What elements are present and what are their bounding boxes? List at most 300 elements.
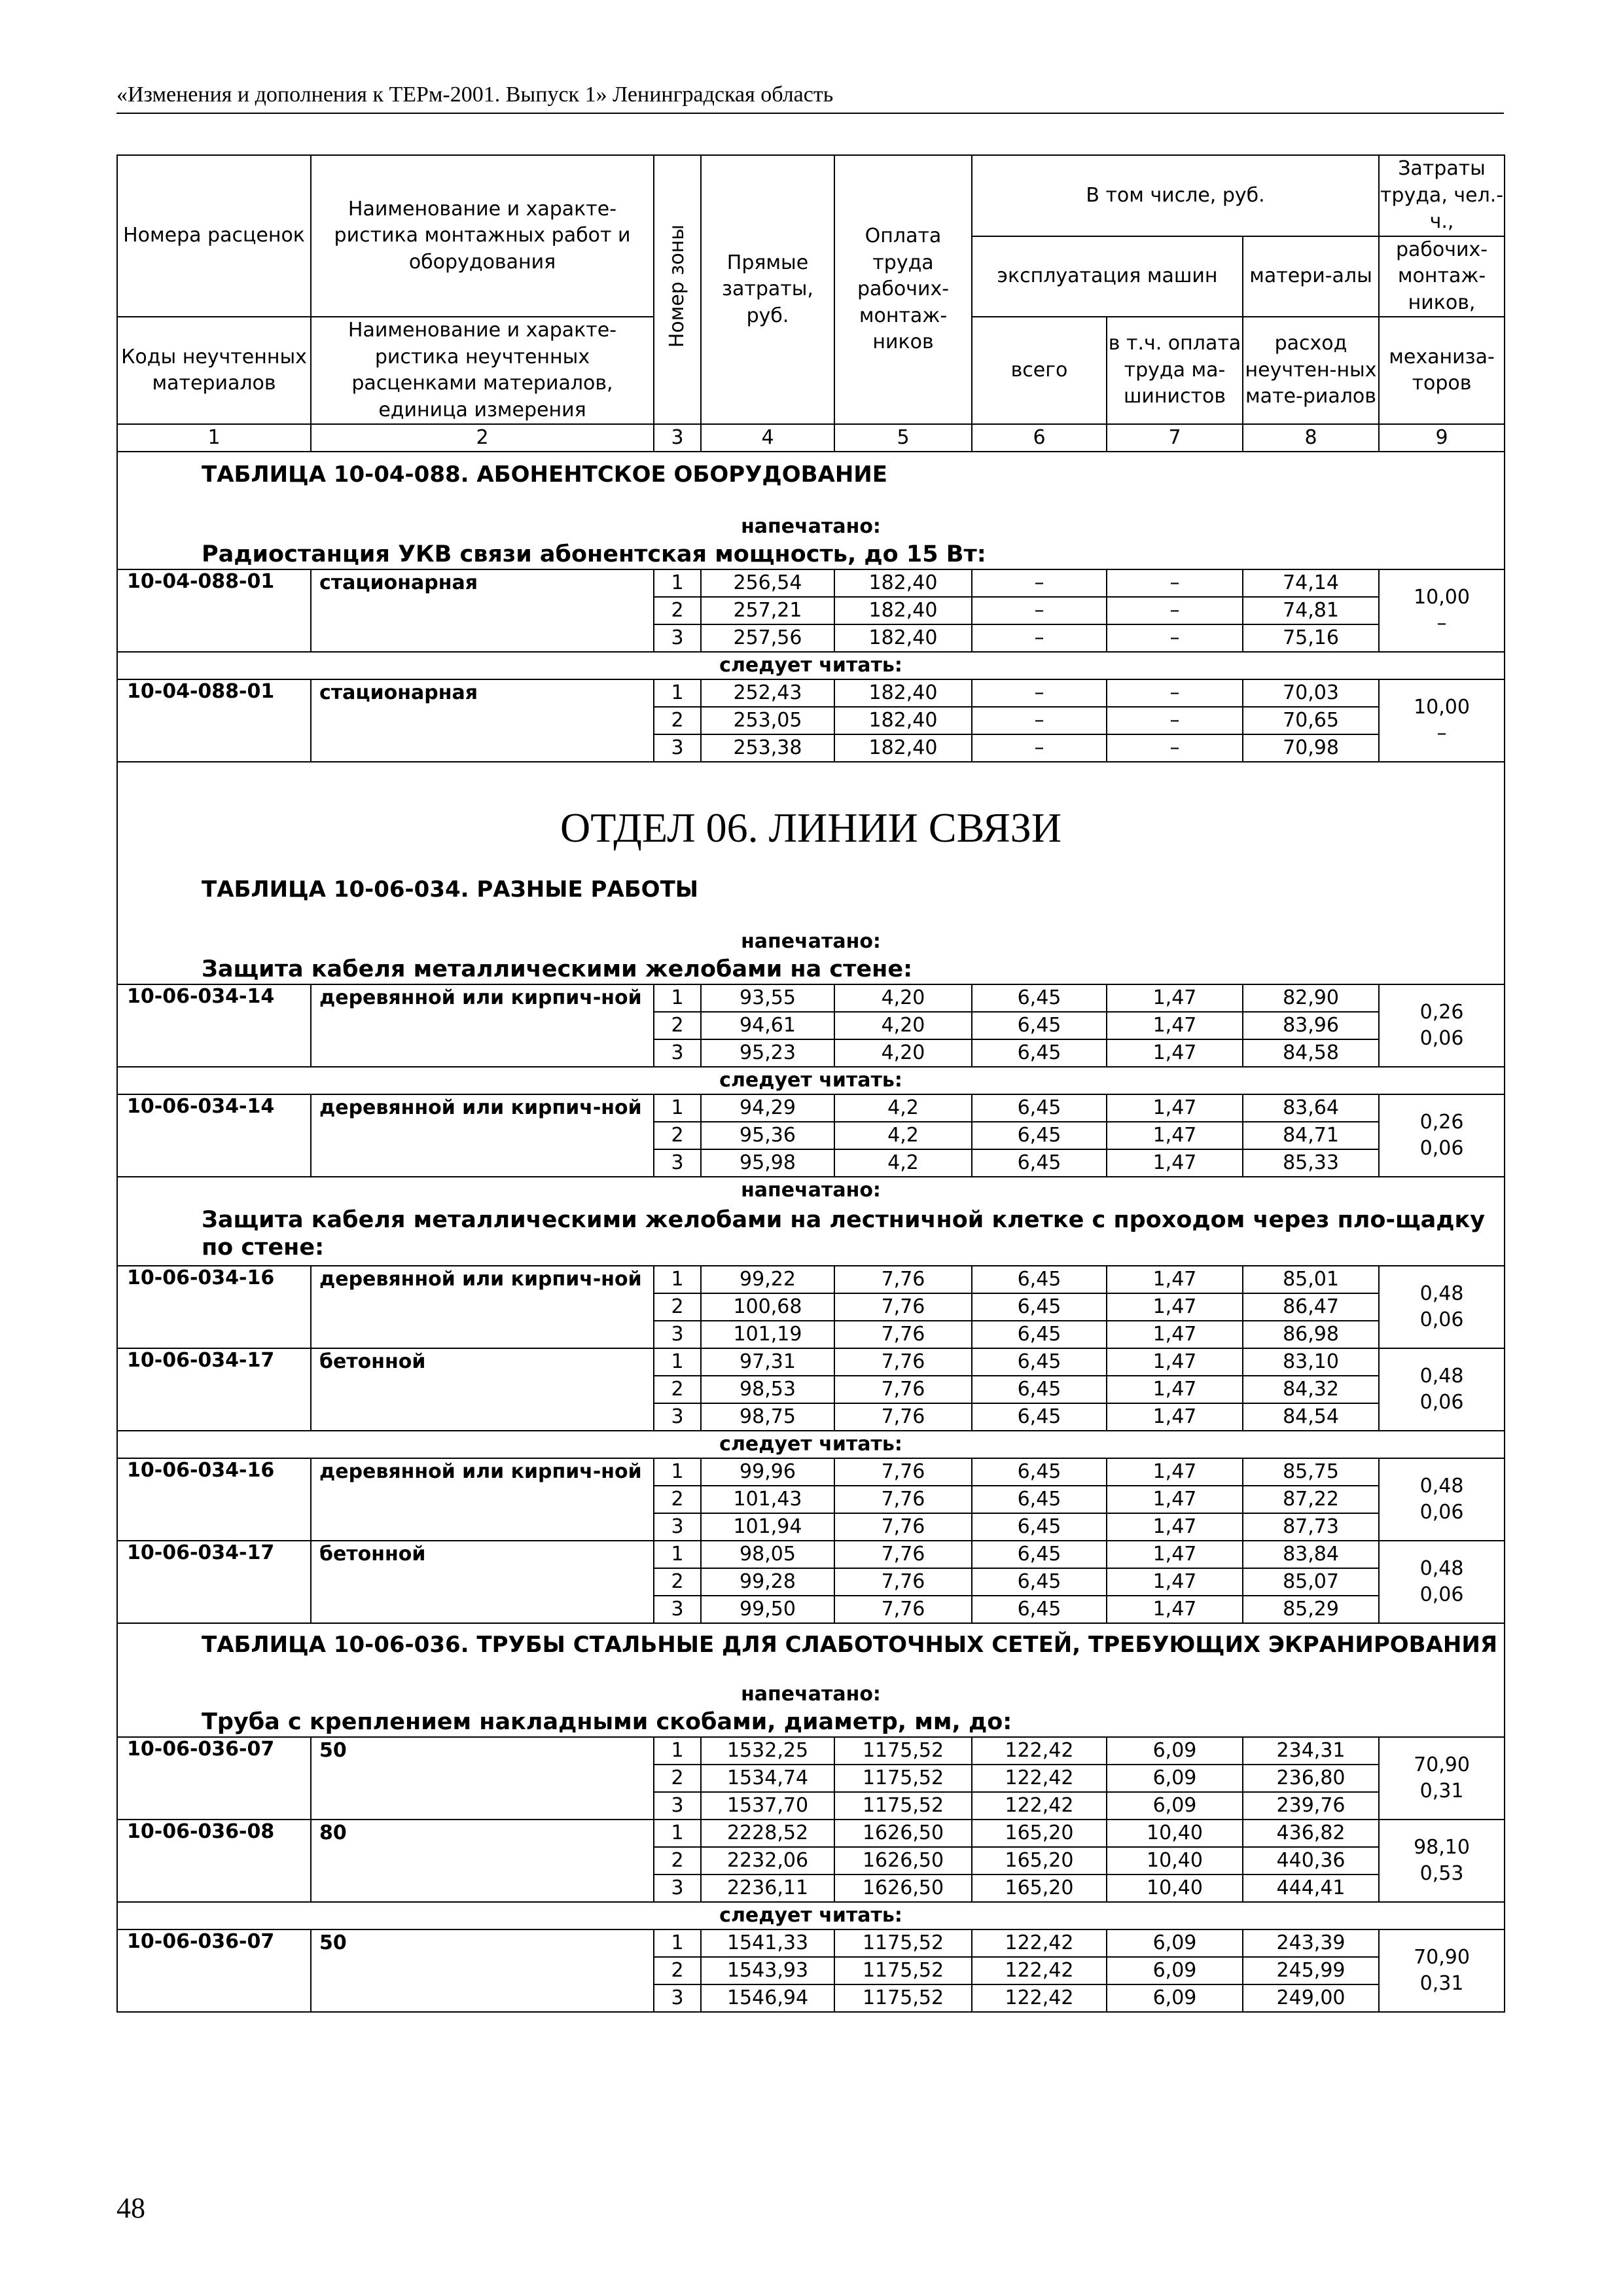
rate-name: стационарная — [311, 569, 654, 652]
direct-costs-value: 93,55 — [701, 984, 834, 1012]
machinist-pay-value: 1,47 — [1107, 1039, 1243, 1067]
machinist-pay-value: 1,47 — [1107, 1541, 1243, 1568]
worker-pay-value: 182,40 — [834, 734, 972, 762]
direct-costs-value: 101,94 — [701, 1513, 834, 1541]
machinist-pay-value: – — [1107, 569, 1243, 597]
printed-label-row — [117, 1177, 1505, 1204]
worker-pay-value: 1175,52 — [834, 1737, 972, 1765]
materials-value: 84,54 — [1243, 1403, 1379, 1431]
column-number: 3 — [654, 424, 701, 452]
labor-machinists-value: – — [1436, 612, 1447, 635]
labor-workers-value: 98,10 — [1414, 1836, 1470, 1859]
zone-number: 2 — [654, 1122, 701, 1149]
worker-pay-value: 7,76 — [834, 1321, 972, 1348]
position-heading: Радиостанция УКВ связи абонентская мощность, до 15 Вт: — [117, 540, 1505, 569]
position-heading-row — [117, 1708, 1505, 1737]
position-heading-row — [117, 1204, 1505, 1266]
machinist-pay-value: 1,47 — [1107, 984, 1243, 1012]
direct-costs-value: 98,05 — [701, 1541, 834, 1568]
table-title-row — [117, 452, 1505, 490]
should-read-label: следует читать: — [117, 1902, 1505, 1929]
materials-value: 236,80 — [1243, 1765, 1379, 1792]
worker-pay-value: 1175,52 — [834, 1929, 972, 1957]
position-heading-row — [117, 540, 1505, 569]
zone-number: 3 — [654, 1792, 701, 1820]
machinist-pay-value: 1,47 — [1107, 1596, 1243, 1623]
zone-number: 2 — [654, 597, 701, 624]
zone-number: 1 — [654, 1094, 701, 1122]
materials-value: 85,29 — [1243, 1596, 1379, 1623]
materials-value: 83,84 — [1243, 1541, 1379, 1568]
printed-label: напечатано: — [117, 905, 1505, 955]
printed-label: напечатано: — [117, 1658, 1505, 1708]
machinist-pay-value: 1,47 — [1107, 1094, 1243, 1122]
materials-value: 70,98 — [1243, 734, 1379, 762]
direct-costs-value: 99,28 — [701, 1568, 834, 1596]
header-zone-number — [654, 155, 701, 424]
zone-number: 2 — [654, 1293, 701, 1321]
labor-cost-cell — [1379, 1348, 1505, 1431]
worker-pay-value: 1626,50 — [834, 1874, 972, 1902]
materials-value: 74,81 — [1243, 597, 1379, 624]
labor-workers-value: 70,90 — [1414, 1946, 1470, 1969]
worker-pay-value: 4,20 — [834, 1039, 972, 1067]
should-read-label: следует читать: — [117, 652, 1505, 679]
should-read-label: следует читать: — [117, 1067, 1505, 1094]
machines-total-value: 6,45 — [972, 1293, 1107, 1321]
column-number: 9 — [1379, 424, 1505, 452]
column-number: 8 — [1243, 424, 1379, 452]
zone-number: 3 — [654, 1149, 701, 1177]
should-read-label-row — [117, 652, 1505, 679]
machines-total-value: 6,45 — [972, 1039, 1107, 1067]
header-work-name: Наименование и характе-ристика монтажных работ и оборудования — [311, 155, 654, 317]
worker-pay-value: 7,76 — [834, 1376, 972, 1403]
machines-total-value: 6,45 — [972, 1266, 1107, 1293]
direct-costs-value: 256,54 — [701, 569, 834, 597]
machinist-pay-value: – — [1107, 679, 1243, 707]
machines-total-value: 165,20 — [972, 1874, 1107, 1902]
materials-value: 70,03 — [1243, 679, 1379, 707]
machinist-pay-value: 10,40 — [1107, 1820, 1243, 1847]
materials-value: 444,41 — [1243, 1874, 1379, 1902]
rate-name: деревянной или кирпич-ной — [311, 1094, 654, 1177]
machinist-pay-value: 1,47 — [1107, 1012, 1243, 1039]
machines-total-value: 6,45 — [972, 1596, 1107, 1623]
worker-pay-value: 7,76 — [834, 1293, 972, 1321]
worker-pay-value: 1175,52 — [834, 1984, 972, 2012]
materials-value: 84,32 — [1243, 1376, 1379, 1403]
machinist-pay-value: 1,47 — [1107, 1266, 1243, 1293]
labor-machinists-value: 0,06 — [1419, 1583, 1464, 1606]
zone-number: 2 — [654, 1847, 701, 1874]
materials-value: 86,98 — [1243, 1321, 1379, 1348]
worker-pay-value: 182,40 — [834, 679, 972, 707]
worker-pay-value: 1626,50 — [834, 1847, 972, 1874]
labor-cost-cell — [1379, 1541, 1505, 1623]
labor-workers-value: 0,26 — [1419, 1001, 1464, 1024]
zone-number: 2 — [654, 1568, 701, 1596]
direct-costs-value: 2236,11 — [701, 1874, 834, 1902]
machinist-pay-value: 6,09 — [1107, 1737, 1243, 1765]
worker-pay-value: 7,76 — [834, 1596, 972, 1623]
table-row — [117, 1820, 1505, 1847]
machinist-pay-value: 6,09 — [1107, 1984, 1243, 2012]
labor-cost-cell — [1379, 1094, 1505, 1177]
labor-workers-value: 0,48 — [1419, 1475, 1464, 1498]
machines-total-value: 6,45 — [972, 1348, 1107, 1376]
machinist-pay-value: 6,09 — [1107, 1765, 1243, 1792]
printed-label-row — [117, 490, 1505, 540]
labor-cost-cell — [1379, 984, 1505, 1067]
machines-total-value: 6,45 — [972, 1403, 1107, 1431]
header-machines-total: всего — [972, 317, 1107, 424]
zone-number: 1 — [654, 1458, 701, 1486]
zone-number: 2 — [654, 1486, 701, 1513]
table-row — [117, 569, 1505, 597]
labor-cost-cell — [1379, 1820, 1505, 1902]
table-title: ТАБЛИЦА 10-04-088. АБОНЕНТСКОЕ ОБОРУДОВАНИЕ — [117, 452, 1505, 490]
machines-total-value: 122,42 — [972, 1957, 1107, 1984]
header-material-name: Наименование и характе-ристика неучтенных расценками материалов, единица измерения — [311, 317, 654, 424]
direct-costs-value: 1546,94 — [701, 1984, 834, 2012]
zone-number: 3 — [654, 1984, 701, 2012]
materials-value: 86,47 — [1243, 1293, 1379, 1321]
machines-total-value: 165,20 — [972, 1820, 1107, 1847]
machines-total-value: 6,45 — [972, 1376, 1107, 1403]
table-row — [117, 1094, 1505, 1122]
zone-number: 3 — [654, 1321, 701, 1348]
machines-total-value: 122,42 — [972, 1984, 1107, 2012]
table-row — [117, 679, 1505, 707]
labor-workers-value: 10,00 — [1414, 696, 1470, 719]
zone-number: 3 — [654, 734, 701, 762]
header-zone-number-text: Номер зоны — [665, 224, 688, 348]
materials-value: 440,36 — [1243, 1847, 1379, 1874]
machines-total-value: – — [972, 707, 1107, 734]
rate-code: 10-06-034-17 — [117, 1541, 311, 1623]
labor-cost-cell — [1379, 1929, 1505, 2012]
labor-machinists-value: 0,53 — [1419, 1862, 1464, 1885]
worker-pay-value: 7,76 — [834, 1568, 972, 1596]
rate-code: 10-06-034-14 — [117, 1094, 311, 1177]
position-heading: Труба с креплением накладными скобами, диаметр, мм, до: — [117, 1708, 1505, 1737]
direct-costs-value: 101,43 — [701, 1486, 834, 1513]
direct-costs-value: 257,56 — [701, 624, 834, 652]
direct-costs-value: 95,23 — [701, 1039, 834, 1067]
zone-number: 2 — [654, 1376, 701, 1403]
machinist-pay-value: 10,40 — [1107, 1874, 1243, 1902]
table-row — [117, 1541, 1505, 1568]
machines-total-value: – — [972, 597, 1107, 624]
labor-workers-value: 0,48 — [1419, 1365, 1464, 1388]
materials-value: 70,65 — [1243, 707, 1379, 734]
direct-costs-value: 99,22 — [701, 1266, 834, 1293]
zone-number: 2 — [654, 1765, 701, 1792]
worker-pay-value: 7,76 — [834, 1403, 972, 1431]
worker-pay-value: 1175,52 — [834, 1792, 972, 1820]
labor-workers-value: 70,90 — [1414, 1753, 1470, 1776]
zone-number: 2 — [654, 1957, 701, 1984]
zone-number: 1 — [654, 679, 701, 707]
labor-workers-value: 10,00 — [1414, 586, 1470, 609]
direct-costs-value: 94,61 — [701, 1012, 834, 1039]
materials-value: 243,39 — [1243, 1929, 1379, 1957]
printed-label-row — [117, 1658, 1505, 1708]
labor-machinists-value: 0,06 — [1419, 1137, 1464, 1160]
worker-pay-value: 182,40 — [834, 707, 972, 734]
worker-pay-value: 4,2 — [834, 1149, 972, 1177]
worker-pay-value: 182,40 — [834, 624, 972, 652]
materials-value: 239,76 — [1243, 1792, 1379, 1820]
rate-code: 10-06-034-16 — [117, 1266, 311, 1348]
direct-costs-value: 1541,33 — [701, 1929, 834, 1957]
zone-number: 1 — [654, 984, 701, 1012]
table-title-row — [117, 867, 1505, 905]
table-title: ТАБЛИЦА 10-06-036. ТРУБЫ СТАЛЬНЫЕ ДЛЯ СЛАБОТОЧНЫХ СЕТЕЙ, ТРЕБУЮЩИХ ЭКРАНИРОВАНИЯ — [117, 1623, 1505, 1658]
machines-total-value: 6,45 — [972, 1486, 1107, 1513]
direct-costs-value: 94,29 — [701, 1094, 834, 1122]
rate-code: 10-06-036-07 — [117, 1737, 311, 1820]
direct-costs-value: 252,43 — [701, 679, 834, 707]
direct-costs-value: 2228,52 — [701, 1820, 834, 1847]
worker-pay-value: 7,76 — [834, 1541, 972, 1568]
machinist-pay-value: 1,47 — [1107, 1293, 1243, 1321]
materials-value: 82,90 — [1243, 984, 1379, 1012]
materials-value: 75,16 — [1243, 624, 1379, 652]
direct-costs-value: 1537,70 — [701, 1792, 834, 1820]
machines-total-value: 6,45 — [972, 1513, 1107, 1541]
worker-pay-value: 4,20 — [834, 984, 972, 1012]
table-title: ТАБЛИЦА 10-06-034. РАЗНЫЕ РАБОТЫ — [117, 867, 1505, 905]
direct-costs-value: 99,50 — [701, 1596, 834, 1623]
worker-pay-value: 182,40 — [834, 597, 972, 624]
worker-pay-value: 1626,50 — [834, 1820, 972, 1847]
materials-value: 74,14 — [1243, 569, 1379, 597]
zone-number: 1 — [654, 1820, 701, 1847]
labor-workers-value: 0,48 — [1419, 1282, 1464, 1305]
labor-workers-value: 0,26 — [1419, 1111, 1464, 1134]
machines-total-value: – — [972, 679, 1107, 707]
rate-name: 50 — [311, 1737, 654, 1820]
machinist-pay-value: 6,09 — [1107, 1957, 1243, 1984]
labor-workers-value: 0,48 — [1419, 1557, 1464, 1580]
header-labor-costs: Затраты труда, чел.-ч., — [1379, 155, 1505, 236]
materials-value: 85,33 — [1243, 1149, 1379, 1177]
worker-pay-value: 182,40 — [834, 569, 972, 597]
machinist-pay-value: 1,47 — [1107, 1348, 1243, 1376]
section-title-row — [117, 762, 1505, 867]
machinist-pay-value: 6,09 — [1107, 1792, 1243, 1820]
should-read-label-row — [117, 1431, 1505, 1458]
labor-cost-cell — [1379, 569, 1505, 652]
direct-costs-value: 99,96 — [701, 1458, 834, 1486]
rate-name: деревянной или кирпич-ной — [311, 1458, 654, 1541]
machines-total-value: 6,45 — [972, 1094, 1107, 1122]
direct-costs-value: 98,75 — [701, 1403, 834, 1431]
direct-costs-value: 1534,74 — [701, 1765, 834, 1792]
zone-number: 3 — [654, 1874, 701, 1902]
machinist-pay-value: 1,47 — [1107, 1568, 1243, 1596]
machinist-pay-value: – — [1107, 624, 1243, 652]
machinist-pay-value: – — [1107, 597, 1243, 624]
machines-total-value: 165,20 — [972, 1847, 1107, 1874]
machines-total-value: 122,42 — [972, 1929, 1107, 1957]
machinist-pay-value: 1,47 — [1107, 1149, 1243, 1177]
header-machine-operation: эксплуатация машин — [972, 236, 1243, 317]
table-row — [117, 1737, 1505, 1765]
zone-number: 3 — [654, 624, 701, 652]
worker-pay-value: 4,2 — [834, 1094, 972, 1122]
machines-total-value: 6,45 — [972, 1541, 1107, 1568]
zone-number: 1 — [654, 1737, 701, 1765]
header-unaccounted-materials: расход неучтен-ных мате-риалов — [1243, 317, 1379, 424]
labor-machinists-value: 0,31 — [1419, 1780, 1464, 1803]
direct-costs-value: 253,05 — [701, 707, 834, 734]
page-number: 48 — [116, 2192, 145, 2224]
machines-total-value: 6,45 — [972, 1012, 1107, 1039]
rate-code: 10-04-088-01 — [117, 679, 311, 762]
column-number: 5 — [834, 424, 972, 452]
table-header — [117, 155, 1505, 452]
table-row — [117, 984, 1505, 1012]
header-material-codes: Коды неучтенных материалов — [117, 317, 311, 424]
rates-table — [116, 154, 1505, 2013]
table-row — [117, 1348, 1505, 1376]
printed-label: напечатано: — [117, 1177, 1505, 1204]
materials-value: 85,07 — [1243, 1568, 1379, 1596]
machinist-pay-value: 1,47 — [1107, 1403, 1243, 1431]
header-rate-numbers: Номера расценок — [117, 155, 311, 317]
direct-costs-value: 257,21 — [701, 597, 834, 624]
machinist-pay-value: – — [1107, 734, 1243, 762]
zone-number: 3 — [654, 1039, 701, 1067]
table-body — [117, 452, 1505, 2012]
zone-number: 2 — [654, 1012, 701, 1039]
direct-costs-value: 253,38 — [701, 734, 834, 762]
machinist-pay-value: 6,09 — [1107, 1929, 1243, 1957]
materials-value: 83,10 — [1243, 1348, 1379, 1376]
worker-pay-value: 4,2 — [834, 1122, 972, 1149]
machines-total-value: 6,45 — [972, 1321, 1107, 1348]
column-number-row — [117, 424, 1505, 452]
position-heading: Защита кабеля металлическими желобами на стене: — [117, 955, 1505, 984]
direct-costs-value: 95,36 — [701, 1122, 834, 1149]
labor-cost-cell — [1379, 1266, 1505, 1348]
direct-costs-value: 1532,25 — [701, 1737, 834, 1765]
machinist-pay-value: 1,47 — [1107, 1321, 1243, 1348]
labor-machinists-value: – — [1436, 722, 1447, 745]
worker-pay-value: 7,76 — [834, 1513, 972, 1541]
rate-name: бетонной — [311, 1541, 654, 1623]
materials-value: 84,58 — [1243, 1039, 1379, 1067]
printed-label: напечатано: — [117, 490, 1505, 540]
section-title: ОТДЕЛ 06. ЛИНИИ СВЯЗИ — [117, 762, 1505, 867]
machinist-pay-value: 1,47 — [1107, 1122, 1243, 1149]
machines-total-value: 6,45 — [972, 1149, 1107, 1177]
table-row — [117, 1929, 1505, 1957]
running-header: «Изменения и дополнения к ТЕРм-2001. Выпуск 1» Ленинградская область — [116, 82, 1504, 114]
machines-total-value: 6,45 — [972, 1122, 1107, 1149]
column-number: 2 — [311, 424, 654, 452]
column-number: 1 — [117, 424, 311, 452]
materials-value: 87,73 — [1243, 1513, 1379, 1541]
labor-machinists-value: 0,06 — [1419, 1501, 1464, 1524]
labor-cost-cell — [1379, 1458, 1505, 1541]
worker-pay-value: 7,76 — [834, 1458, 972, 1486]
machines-total-value: 122,42 — [972, 1737, 1107, 1765]
header-machinist-pay: в т.ч. оплата труда ма-шинистов — [1107, 317, 1243, 424]
materials-value: 436,82 — [1243, 1820, 1379, 1847]
direct-costs-value: 1543,93 — [701, 1957, 834, 1984]
worker-pay-value: 1175,52 — [834, 1957, 972, 1984]
materials-value: 85,01 — [1243, 1266, 1379, 1293]
rate-name: 80 — [311, 1820, 654, 1902]
zone-number: 2 — [654, 707, 701, 734]
direct-costs-value: 2232,06 — [701, 1847, 834, 1874]
zone-number: 3 — [654, 1403, 701, 1431]
column-number: 4 — [701, 424, 834, 452]
column-number: 6 — [972, 424, 1107, 452]
machines-total-value: 6,45 — [972, 1568, 1107, 1596]
labor-cost-cell — [1379, 1737, 1505, 1820]
materials-value: 83,96 — [1243, 1012, 1379, 1039]
machines-total-value: 122,42 — [972, 1792, 1107, 1820]
rate-code: 10-06-034-14 — [117, 984, 311, 1067]
machinist-pay-value: 1,47 — [1107, 1458, 1243, 1486]
position-heading-row — [117, 955, 1505, 984]
rate-name: 50 — [311, 1929, 654, 2012]
should-read-label-row — [117, 1067, 1505, 1094]
machinist-pay-value: 1,47 — [1107, 1513, 1243, 1541]
materials-value: 249,00 — [1243, 1984, 1379, 2012]
materials-value: 83,64 — [1243, 1094, 1379, 1122]
header-direct-costs: Прямые затраты, руб. — [701, 155, 834, 424]
direct-costs-value: 95,98 — [701, 1149, 834, 1177]
worker-pay-value: 7,76 — [834, 1266, 972, 1293]
machinist-pay-value: 1,47 — [1107, 1486, 1243, 1513]
labor-cost-cell — [1379, 679, 1505, 762]
materials-value: 85,75 — [1243, 1458, 1379, 1486]
header-worker-pay: Оплата труда рабочих-монтаж-ников — [834, 155, 972, 424]
position-heading: Защита кабеля металлическими желобами на лестничной клетке с проходом через пло-щадку по стене: — [117, 1204, 1505, 1266]
header-materials: матери-алы — [1243, 236, 1379, 317]
printed-label-row — [117, 905, 1505, 955]
machines-total-value: 6,45 — [972, 984, 1107, 1012]
should-read-label-row — [117, 1902, 1505, 1929]
worker-pay-value: 4,20 — [834, 1012, 972, 1039]
rate-name: деревянной или кирпич-ной — [311, 984, 654, 1067]
header-labor-workers: рабочих-монтаж-ников, — [1379, 236, 1505, 317]
rate-code: 10-06-036-07 — [117, 1929, 311, 2012]
rate-name: бетонной — [311, 1348, 654, 1431]
machinist-pay-value: 10,40 — [1107, 1847, 1243, 1874]
zone-number: 3 — [654, 1513, 701, 1541]
rate-name: деревянной или кирпич-ной — [311, 1266, 654, 1348]
table-title-row — [117, 1623, 1505, 1658]
labor-machinists-value: 0,06 — [1419, 1308, 1464, 1331]
rate-code: 10-06-034-17 — [117, 1348, 311, 1431]
zone-number: 1 — [654, 1348, 701, 1376]
rate-code: 10-04-088-01 — [117, 569, 311, 652]
zone-number: 1 — [654, 1541, 701, 1568]
machines-total-value: – — [972, 734, 1107, 762]
materials-value: 84,71 — [1243, 1122, 1379, 1149]
header-labor-machinists: механиза-торов — [1379, 317, 1505, 424]
worker-pay-value: 7,76 — [834, 1486, 972, 1513]
direct-costs-value: 100,68 — [701, 1293, 834, 1321]
direct-costs-value: 98,53 — [701, 1376, 834, 1403]
